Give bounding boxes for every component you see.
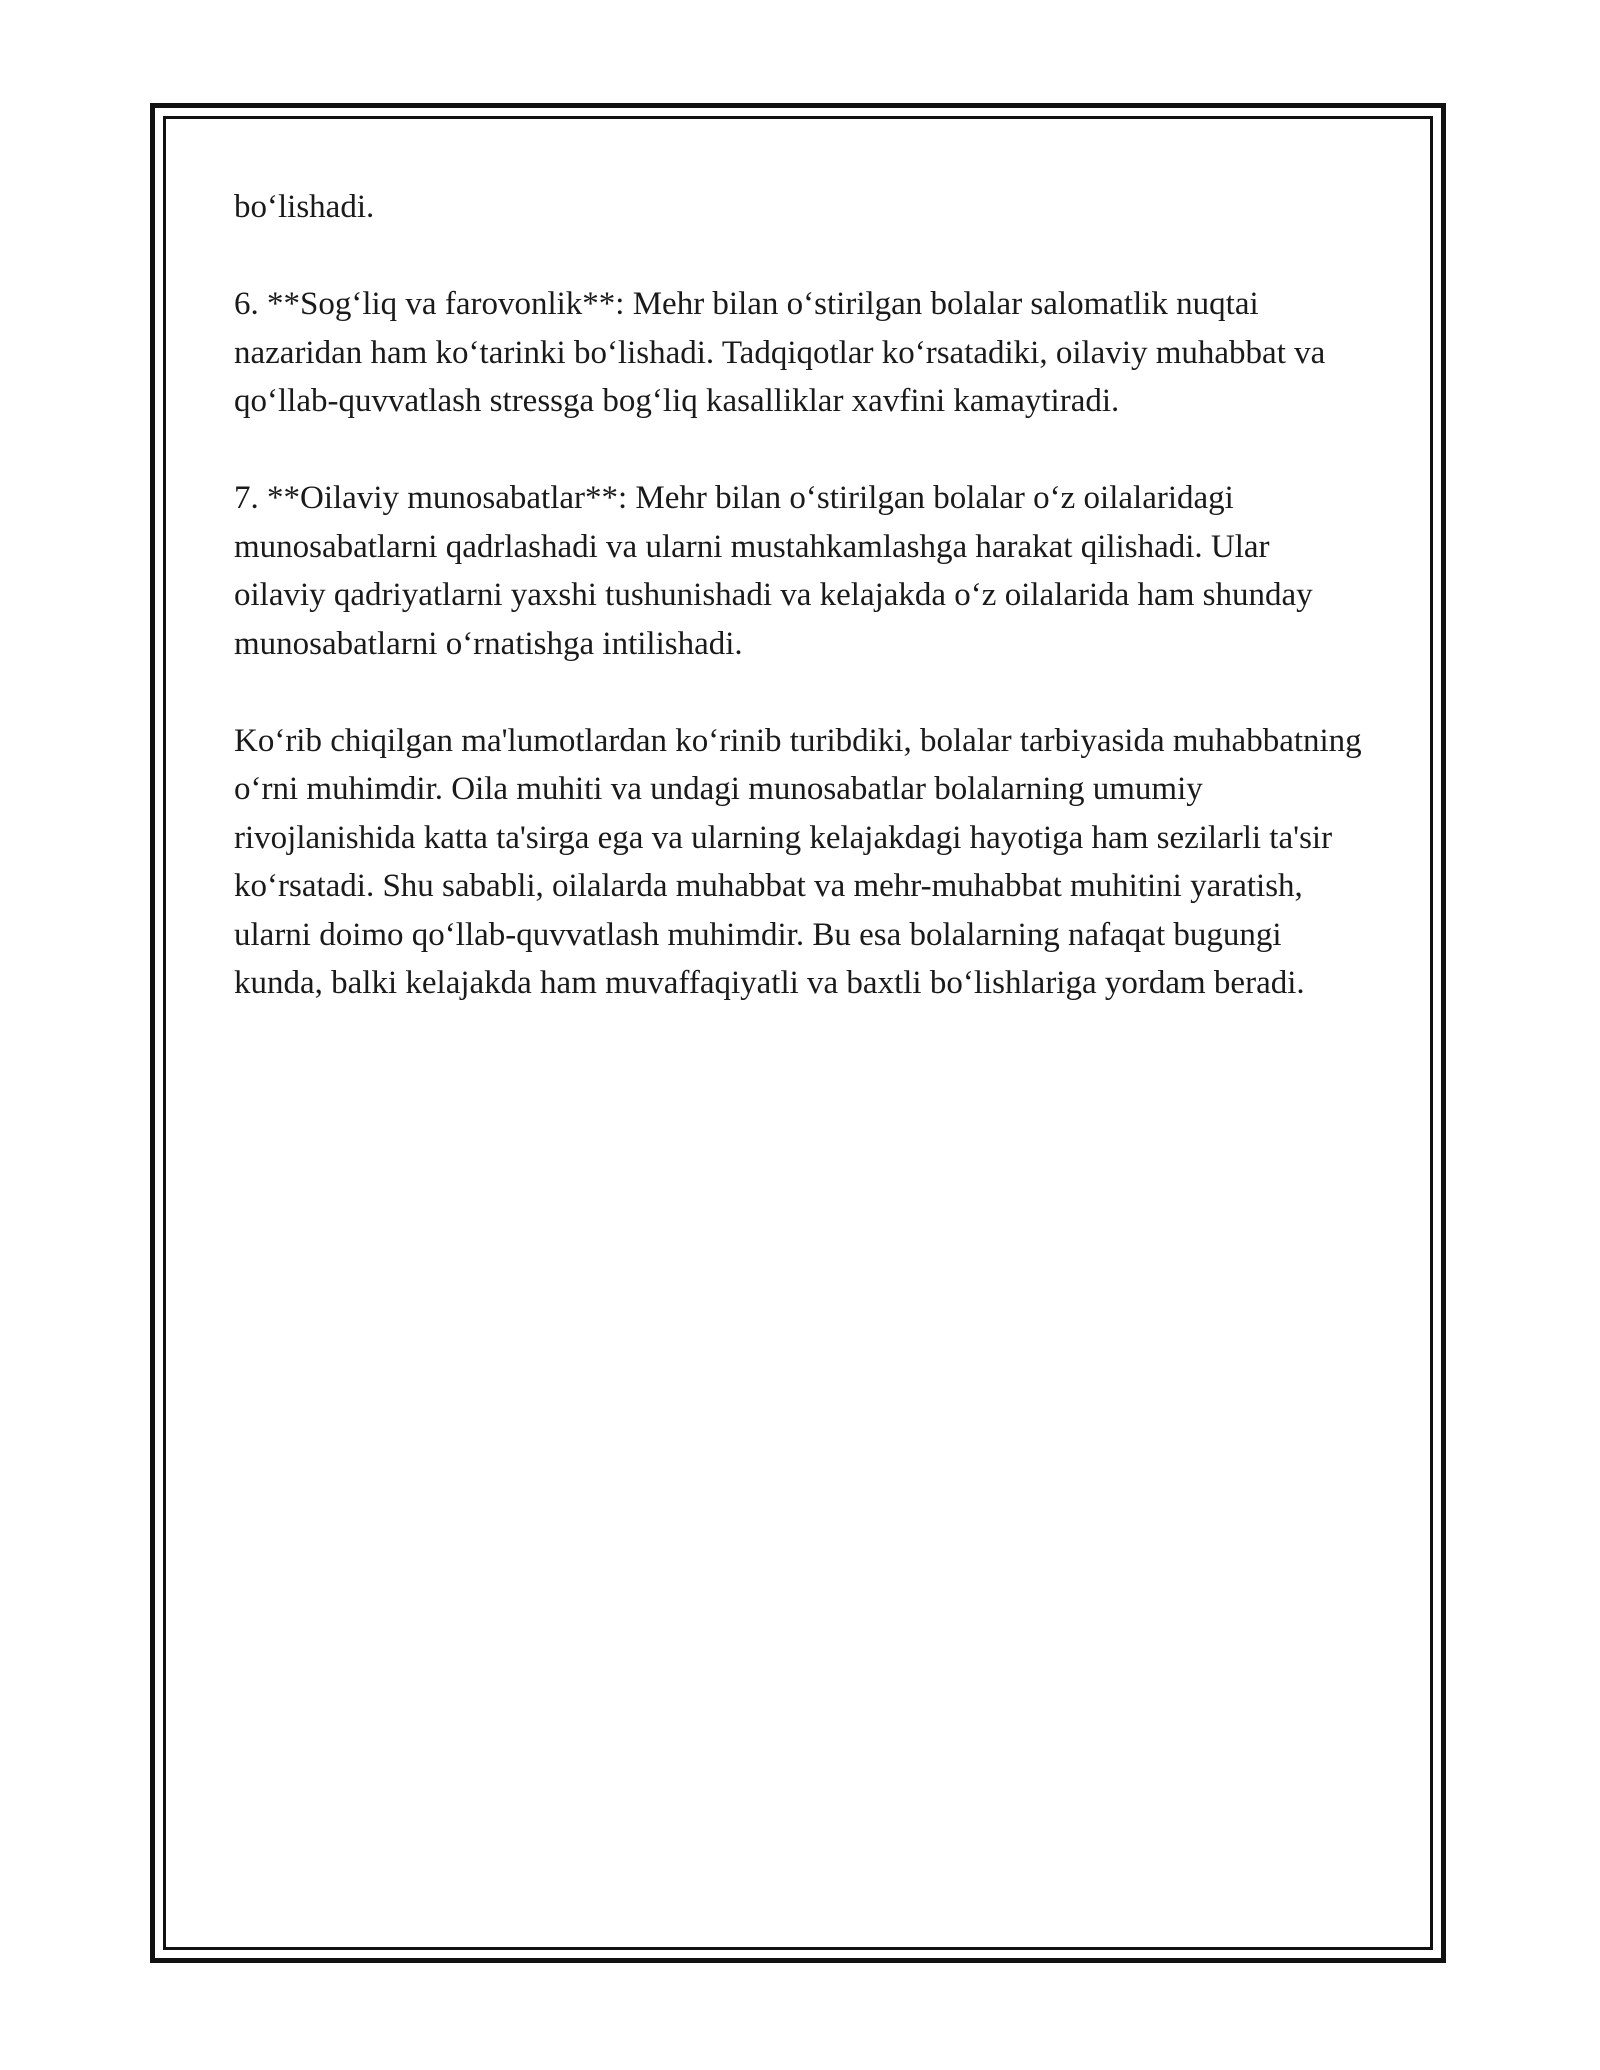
paragraph-item-7: 7. **Oilaviy munosabatlar**: Mehr bilan o‘stirilgan bolalar o‘z oilalaridagi munosabatlarni qadrlashadi va ularni mustahkamlashga harakat qilishadi. Ular oilaviy qadriyatlarni yaxshi tushunishadi va kelajakda o‘z oilalarida ham shunday munosabatlarni o‘rnatishga intilishadi. <box>234 480 1313 662</box>
document-body <box>234 183 1364 1056</box>
paragraph-item-6: 6. **Sog‘liq va farovonlik**: Mehr bilan o‘stirilgan bolalar salomatlik nuqtai nazaridan ham ko‘tarinki bo‘lishadi. Tadqiqotlar ko‘rsatadiki, oilaviy muhabbat va qo‘llab-quvvatlash stressga bog‘liq kasalliklar xavfini kamaytiradi. <box>234 286 1326 419</box>
paragraph-conclusion: Ko‘rib chiqilgan ma'lumotlardan ko‘rinib turibdiki, bolalar tarbiyasida muhabbatning o‘rni muhimdir. Oila muhiti va undagi munosabatlar bolalarning umumiy rivojlanishida katta ta'sirga ega va ularning kelajakdagi hayotiga ham sezilarli ta'sir ko‘rsatadi. Shu sababli, oilalarda muhabbat va mehr-muhabbat muhitini yaratish, ularni doimo qo‘llab-quvvatlash muhimdir. Bu esa bolalarning nafaqat bugungi kunda, balki kelajakda ham muvaffaqiyatli va baxtli bo‘lishlariga yordam beradi. <box>234 722 1362 1001</box>
paragraph-continuation: bo‘lishadi. <box>234 189 375 225</box>
